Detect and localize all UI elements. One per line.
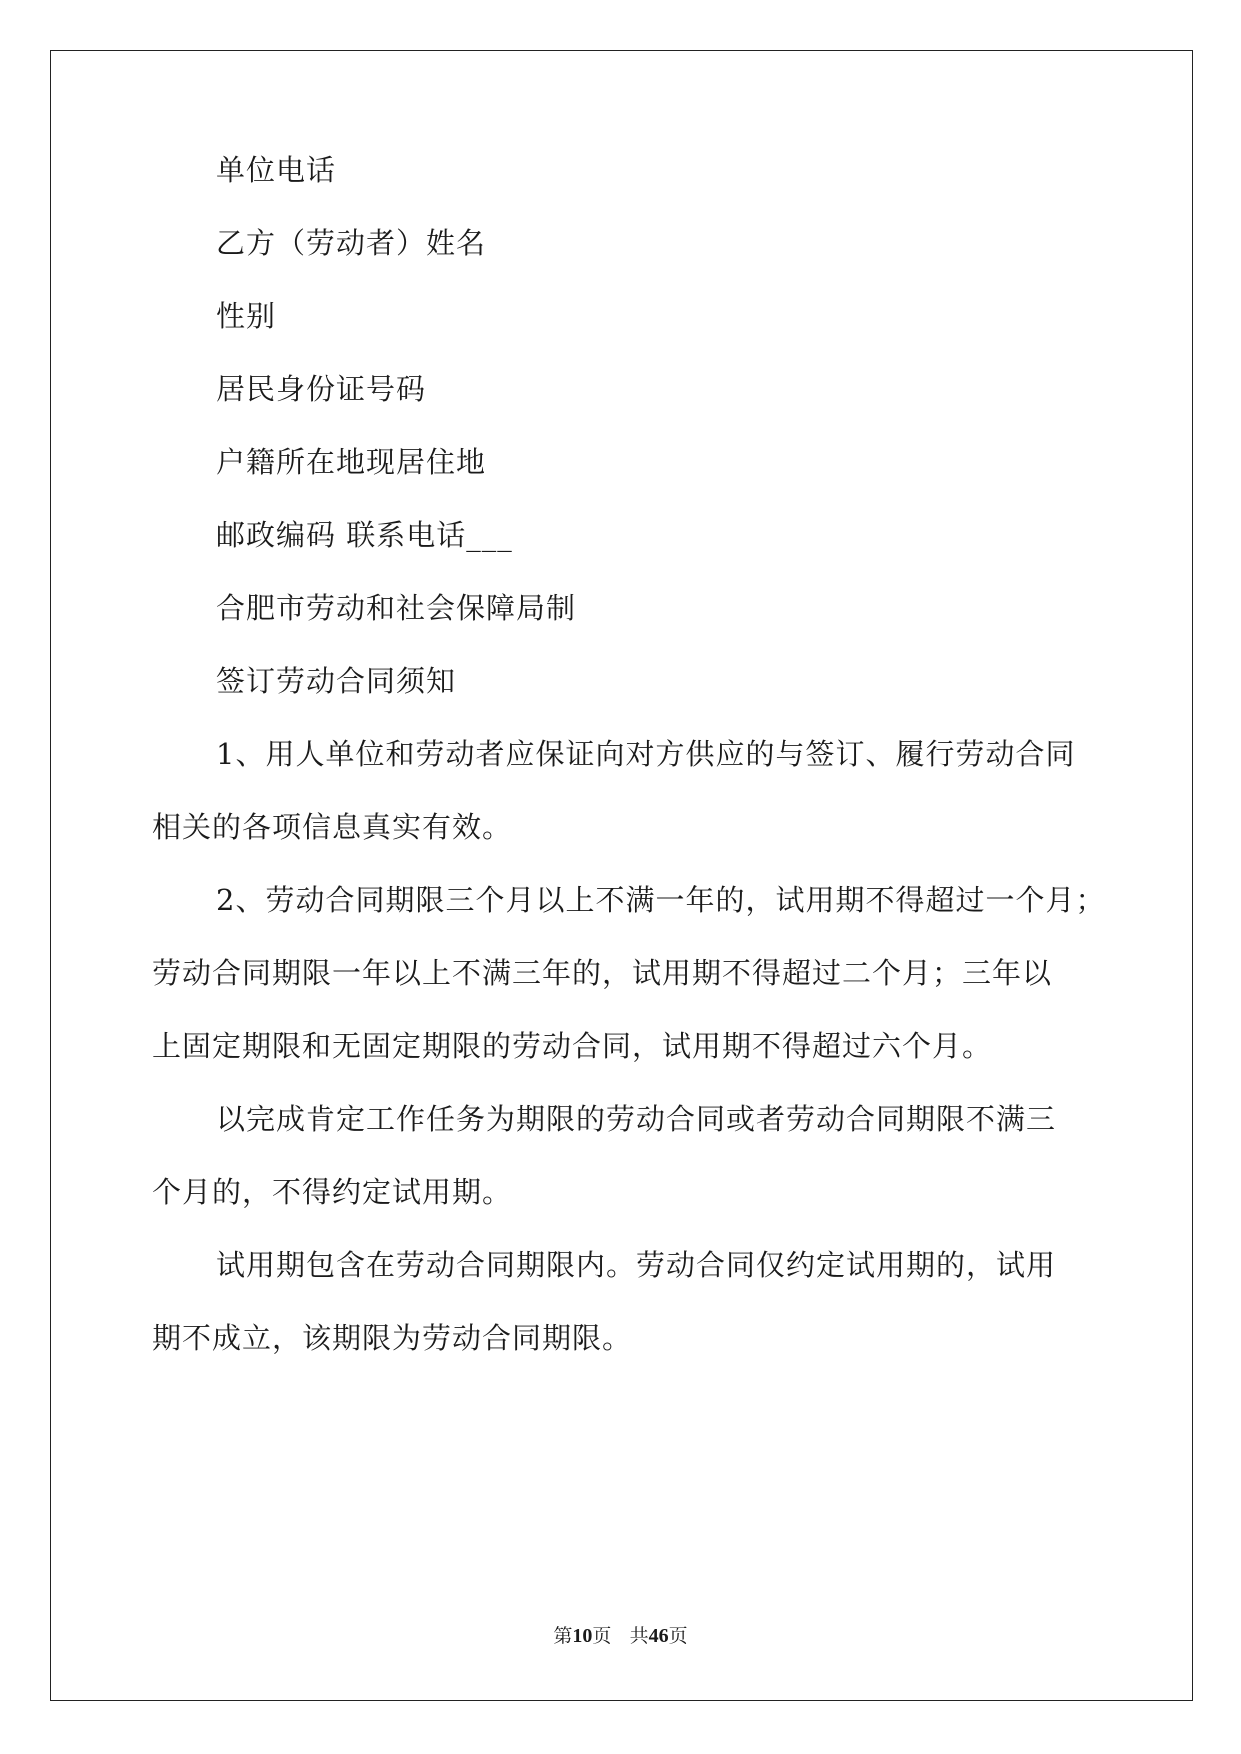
footer-page-word: 页 [592,1625,612,1647]
footer-prefix: 第 [553,1625,573,1647]
paragraph-3-line-2: 个月的，不得约定试用期。 [152,1175,513,1209]
field-gender: 性别 [216,299,277,333]
issuer-line: 合肥市劳动和社会保障局制 [216,591,577,625]
field-residence: 户籍所在地现居住地 [216,445,487,479]
paragraph-2-line-3: 上固定期限和无固定期限的劳动合同，试用期不得超过六个月。 [152,1029,993,1063]
footer-total-prefix: 共 [629,1625,649,1647]
page-footer [0,1624,1241,1648]
section-heading: 签订劳动合同须知 [216,664,457,698]
current-page-number: 10 [572,1625,593,1647]
paragraph-1-line-1: 1、用人单位和劳动者应保证向对方供应的与签订、履行劳动合同 [216,737,1076,771]
footer-total-suffix: 页 [668,1625,688,1647]
paragraph-3-line-1: 以完成肯定工作任务为期限的劳动合同或者劳动合同期限不满三 [216,1102,1057,1136]
paragraph-2-line-1: 2、劳动合同期限三个月以上不满一年的，试用期不得超过一个月； [216,883,1106,917]
field-unit-phone: 单位电话 [216,153,337,187]
paragraph-1-line-2: 相关的各项信息真实有效。 [152,810,513,844]
field-employee-name: 乙方（劳动者）姓名 [216,226,487,260]
field-postal-phone: 邮政编码 联系电话___ [216,518,513,552]
paragraph-4-line-2: 期不成立，该期限为劳动合同期限。 [152,1321,633,1355]
total-pages-number: 46 [648,1625,669,1647]
paragraph-4-line-1: 试用期包含在劳动合同期限内。劳动合同仅约定试用期的，试用 [216,1248,1057,1282]
field-id-number: 居民身份证号码 [216,372,427,406]
paragraph-2-line-2: 劳动合同期限一年以上不满三年的，试用期不得超过二个月；三年以 [152,956,1053,990]
